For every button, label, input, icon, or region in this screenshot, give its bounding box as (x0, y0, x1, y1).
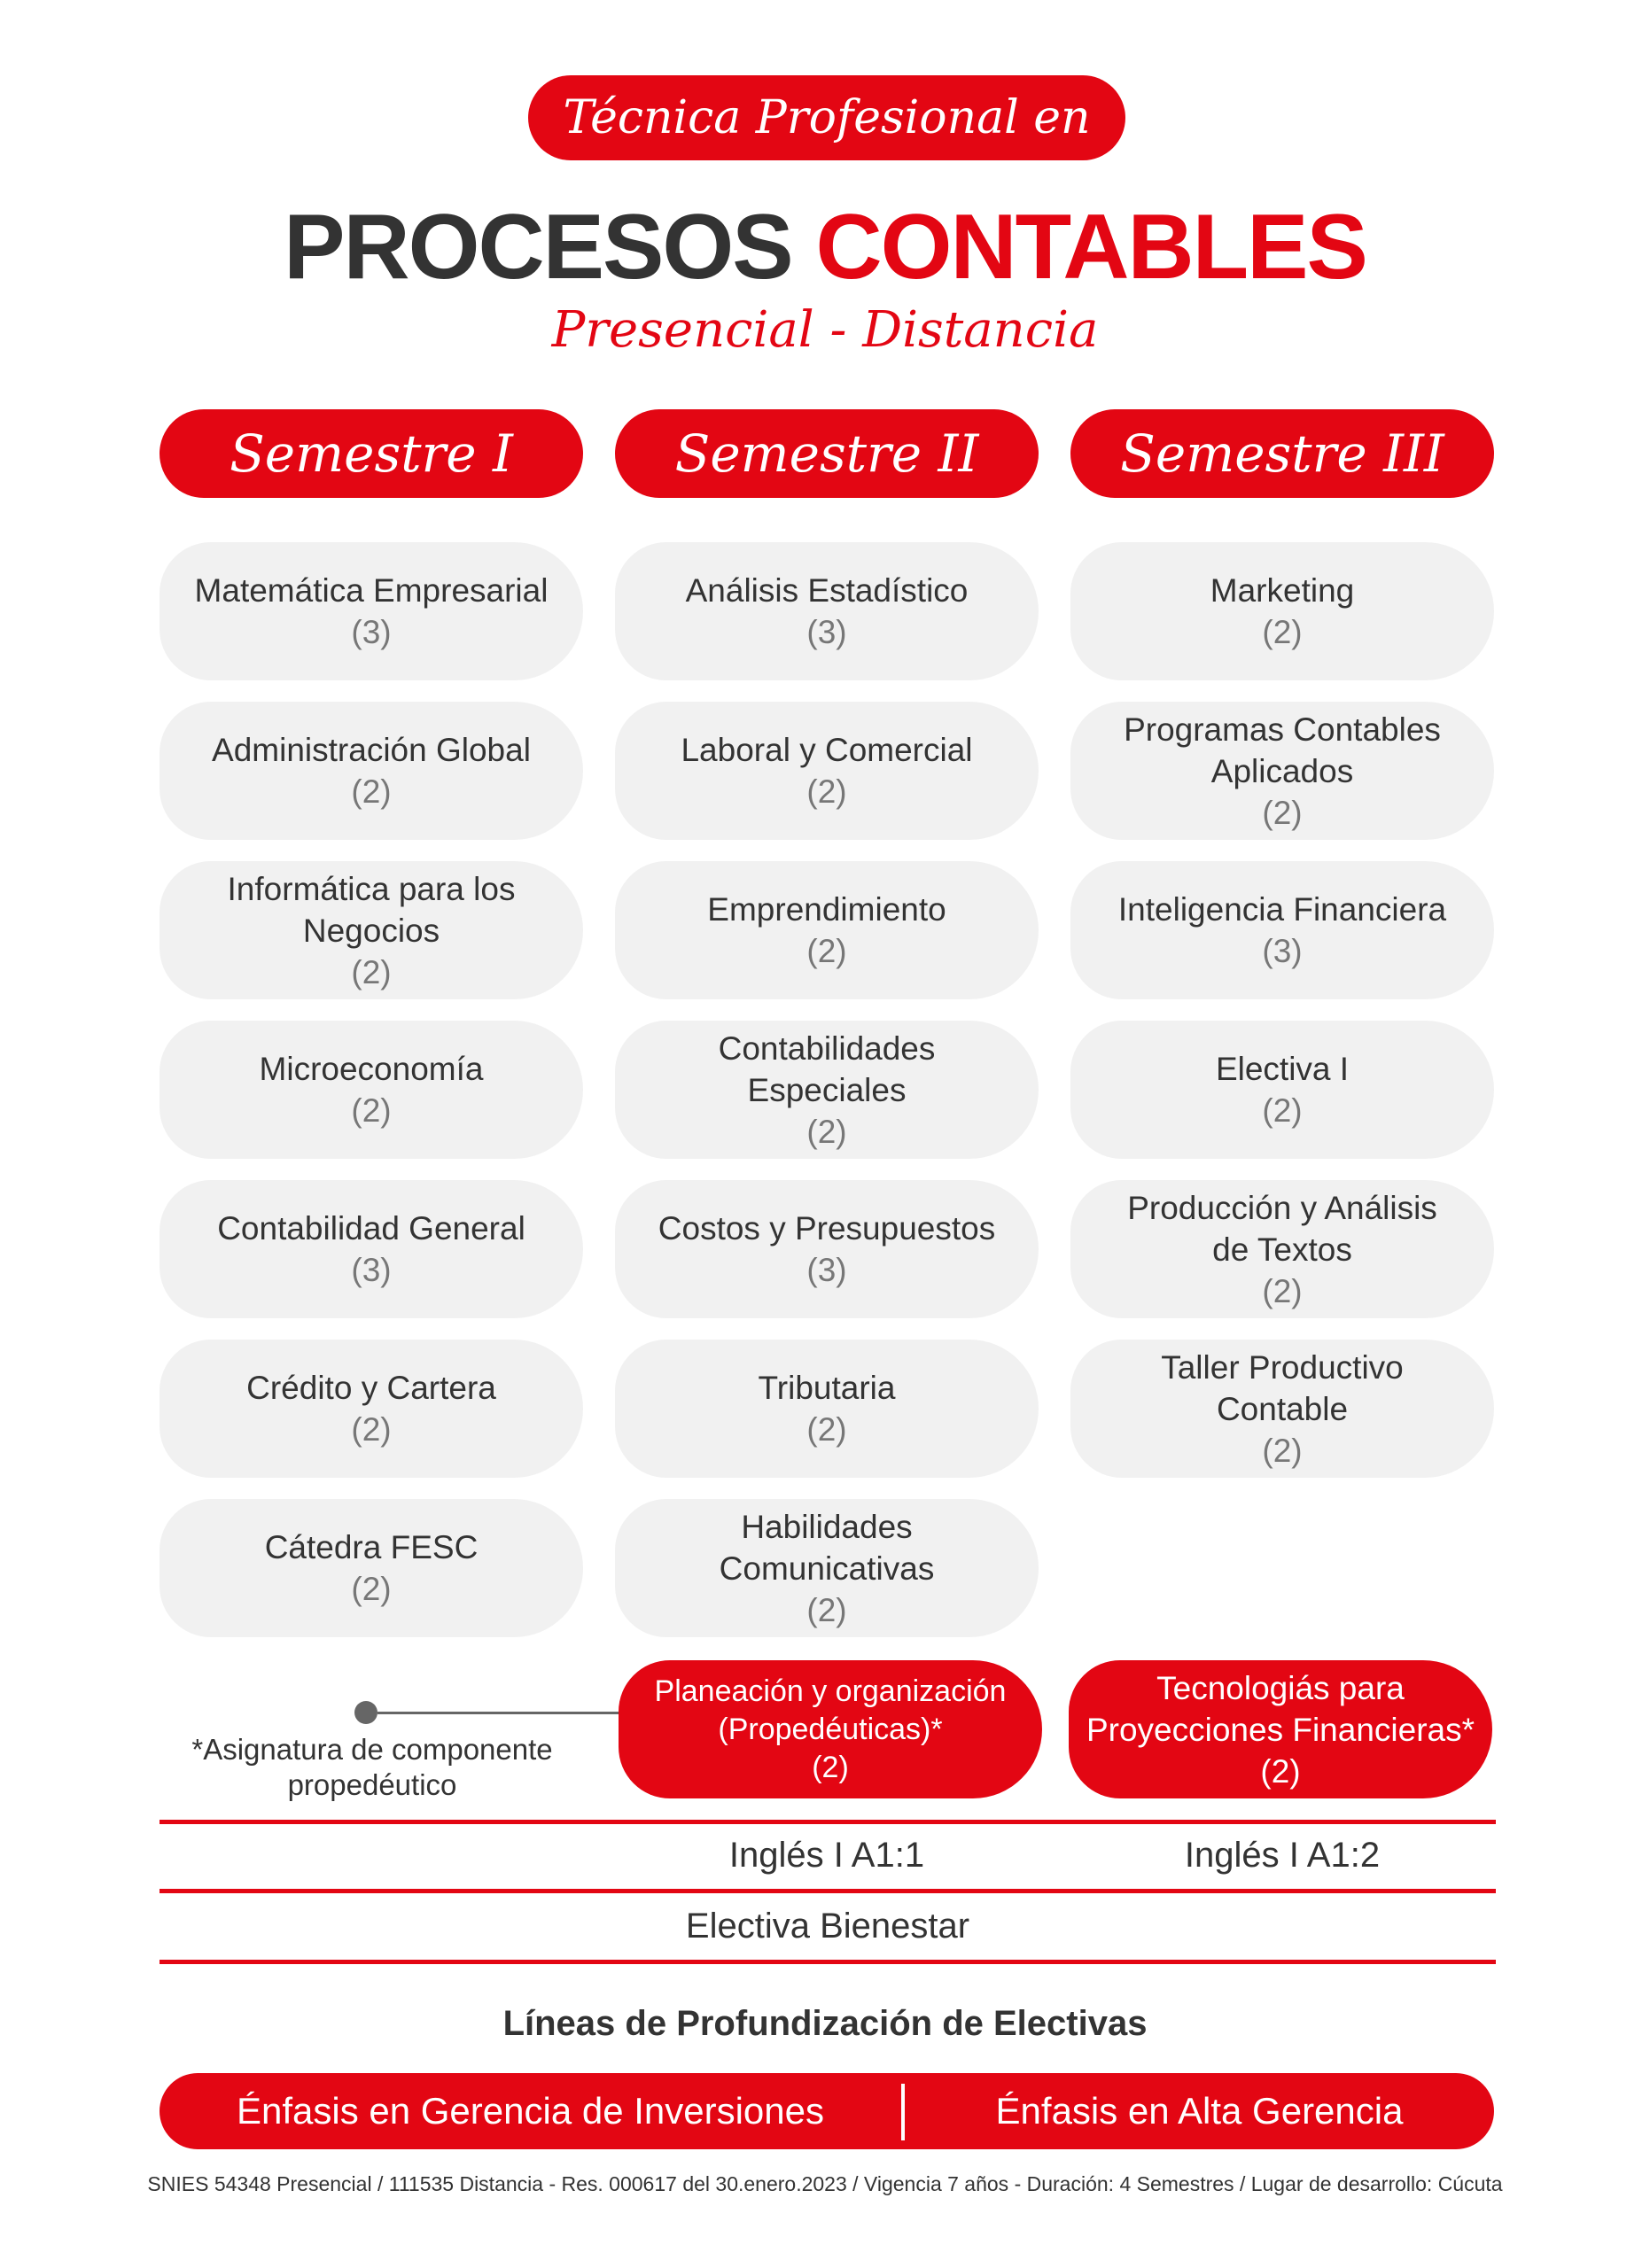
program-type-badge: Técnica Profesional en (528, 75, 1125, 160)
course-credits: (2) (351, 1571, 392, 1607)
title-part1: PROCESOS (284, 196, 792, 299)
course-card (615, 1180, 1039, 1318)
course-credits: (2) (351, 1411, 392, 1448)
course-name: Inteligencia Financiera (1117, 891, 1447, 928)
english-level-2: Inglés I A1:2 (1184, 1836, 1381, 1875)
course-card (160, 1340, 583, 1478)
emphasis-senior-management: Énfasis en Alta Gerencia (995, 2090, 1404, 2132)
course-name: Matemática Empresarial (194, 572, 549, 609)
course-name: Costos y Presupuestos (658, 1210, 996, 1247)
course-name: Emprendimiento (707, 891, 946, 928)
course-name: Tecnologiás para Proyecciones Financieras* (1086, 1669, 1475, 1748)
course-name: Análisis Estadístico (685, 572, 969, 609)
course-card (615, 1499, 1039, 1637)
course-card (1070, 861, 1494, 999)
course-credits: (2) (812, 1750, 849, 1784)
propaedeutic-note: *Asignatura de componente propedéutico (191, 1733, 553, 1801)
divider-line (160, 1889, 1496, 1893)
connector-dot (354, 1701, 377, 1724)
course-name: Crédito y Cartera (246, 1370, 496, 1406)
divider-line (160, 1820, 1496, 1824)
course-credits: (2) (1262, 1432, 1303, 1469)
course-card (1070, 1340, 1494, 1478)
course-credits: (3) (351, 1252, 392, 1288)
course-credits: (3) (806, 1252, 847, 1288)
course-card (615, 1021, 1039, 1159)
semester-3-header: Semestre III (1070, 409, 1494, 498)
course-credits: (3) (351, 614, 392, 650)
course-name: Cátedra FESC (264, 1529, 479, 1565)
course-card (615, 1340, 1039, 1478)
course-credits: (2) (351, 773, 392, 810)
course-name: Contabilidades Especiales (718, 1029, 936, 1108)
course-name: Tributaria (758, 1370, 896, 1406)
course-card (160, 542, 583, 680)
course-card (160, 1180, 583, 1318)
course-card (160, 702, 583, 840)
course-credits: (3) (1262, 933, 1303, 969)
course-card (1070, 542, 1494, 680)
course-card (615, 702, 1039, 840)
course-name: Taller Productivo Contable (1161, 1348, 1404, 1427)
course-name: Producción y Análisis de Textos (1127, 1189, 1437, 1268)
course-credits: (2) (1262, 1092, 1303, 1129)
program-title (0, 195, 1650, 300)
semester-1-header: Semestre I (160, 409, 583, 498)
course-name: Informática para los Negocios (227, 870, 516, 949)
course-credits: (2) (1260, 1752, 1301, 1790)
title-part2: CONTABLES (815, 196, 1366, 299)
course-name: Planeación y organización (Propedéuticas)* (654, 1674, 1007, 1746)
course-credits: (2) (806, 1411, 847, 1448)
course-credits: (2) (1262, 1272, 1303, 1309)
course-credits: (2) (806, 1591, 847, 1628)
course-name: Laboral y Comercial (681, 732, 973, 768)
course-card (1070, 1021, 1494, 1159)
course-credits: (2) (806, 933, 847, 969)
course-credits: (2) (351, 953, 392, 990)
course-credits: (2) (351, 1092, 392, 1129)
course-card (615, 542, 1039, 680)
modality-subtitle: Presencial - Distancia (551, 301, 1099, 359)
course-credits: (2) (806, 1113, 847, 1150)
wellbeing-elective: Electiva Bienestar (685, 1907, 970, 1946)
course-name: Programas Contables Aplicados (1124, 711, 1441, 789)
course-name: Marketing (1210, 572, 1355, 609)
course-card (615, 861, 1039, 999)
course-credits: (3) (806, 614, 847, 650)
english-level-1: Inglés I A1:1 (728, 1836, 925, 1875)
divider-line (160, 1960, 1496, 1964)
course-card (160, 1499, 583, 1637)
emphasis-investments: Énfasis en Gerencia de Inversiones (236, 2090, 825, 2132)
propaedeutic-course-card (1069, 1660, 1492, 1798)
footer-info: SNIES 54348 Presencial / 111535 Distancia - Res. 000617 del 30.enero.2023 / Vigencia 7 años - Duración: 4 Semestres / Lugar de desarrollo: Cúcuta (147, 2172, 1503, 2195)
course-name: Electiva I (1215, 1051, 1350, 1087)
electives-heading: Líneas de Profundización de Electivas (502, 2004, 1148, 2043)
course-card (160, 861, 583, 999)
course-card (160, 1021, 583, 1159)
course-name: Administración Global (212, 732, 531, 768)
connector-line (377, 1712, 619, 1714)
course-name: Microeconomía (259, 1051, 484, 1087)
course-name: Habilidades Comunicativas (719, 1508, 935, 1587)
course-card (1070, 702, 1494, 840)
course-credits: (2) (1262, 614, 1303, 650)
propaedeutic-course-card (619, 1660, 1042, 1798)
semester-2-header: Semestre II (615, 409, 1039, 498)
course-credits: (2) (806, 773, 847, 810)
course-credits: (2) (1262, 794, 1303, 831)
course-name: Contabilidad General (217, 1210, 525, 1247)
course-card (1070, 1180, 1494, 1318)
